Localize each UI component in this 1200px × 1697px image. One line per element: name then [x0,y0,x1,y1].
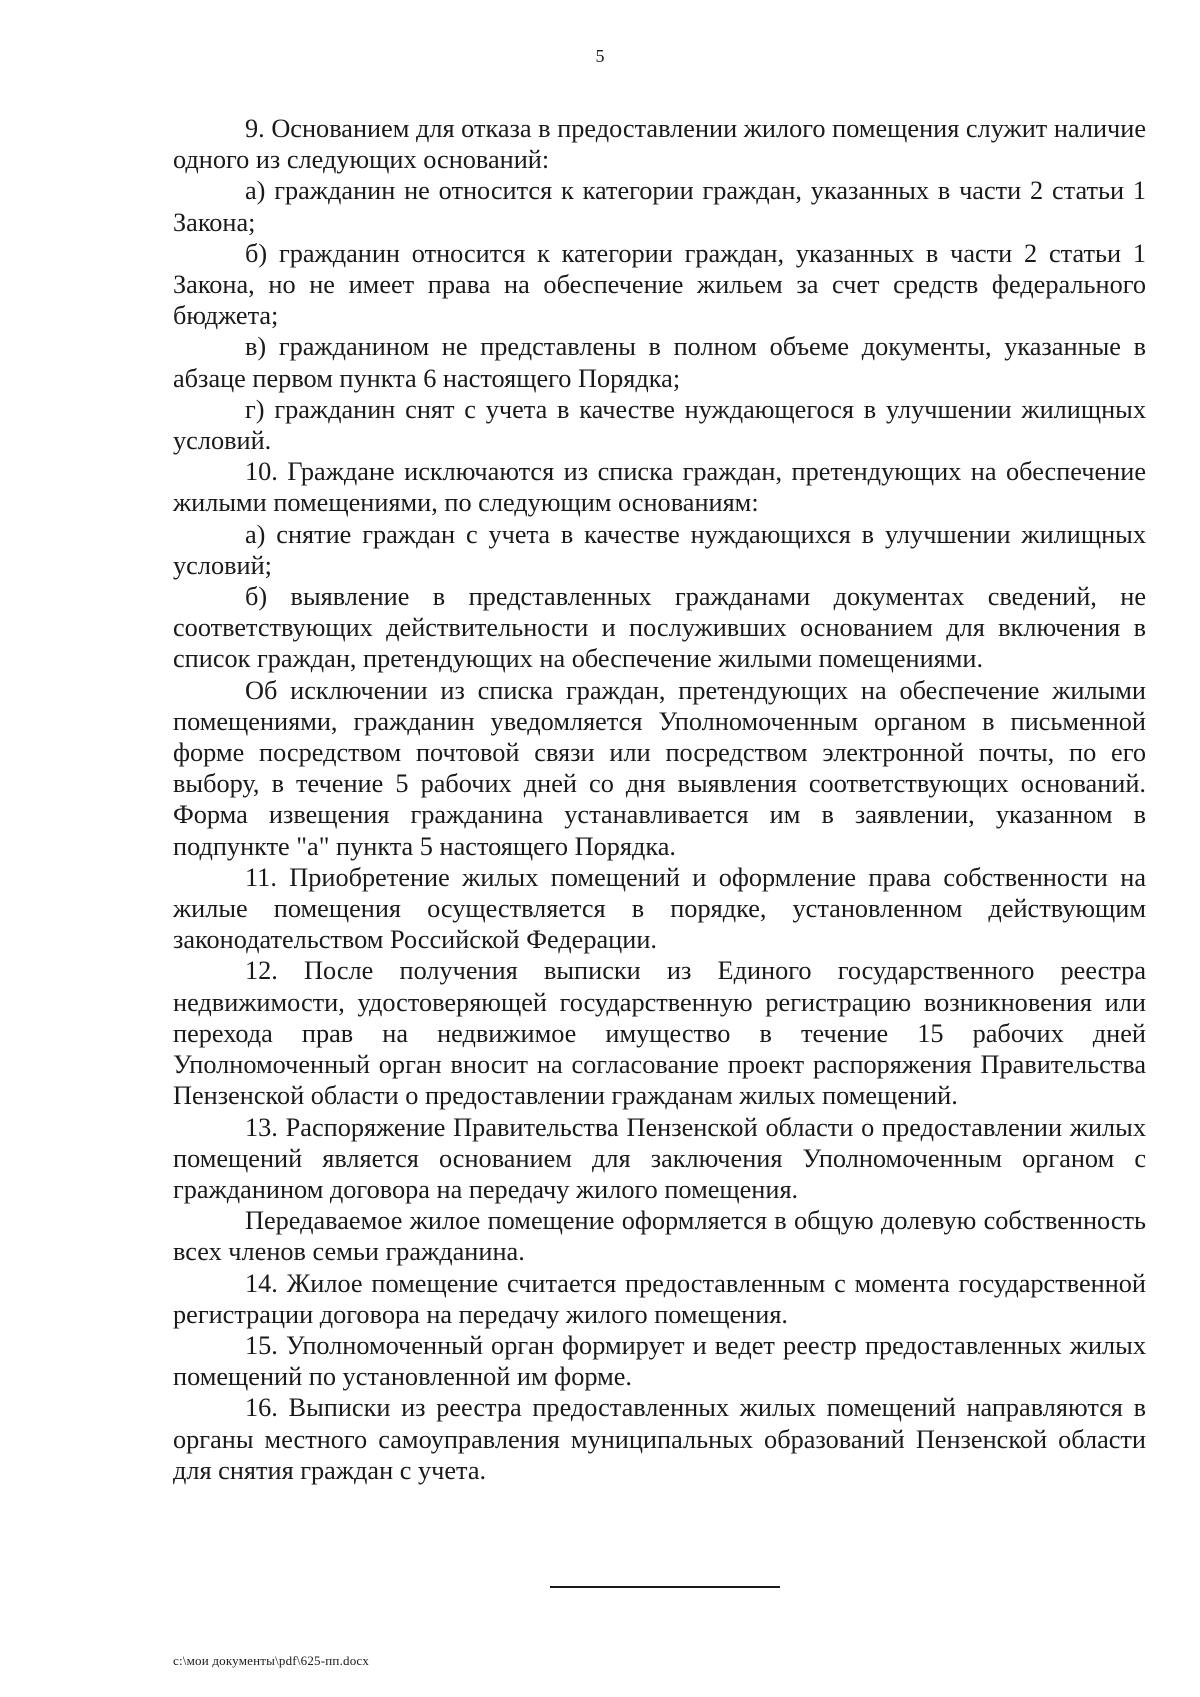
document-body [173,113,1146,1486]
paragraph-10-notice: Об исключении из списка граждан, претендующих на обеспечение жилыми помещениями, гражданин уведомляется Уполномоченным органом в письменной форме посредством почтовой связи или посредством электронной почты, по его выбору, в течение 5 рабочих дней со дня выявления соответствующих оснований. Форма извещения гражданина устанавливается им в заявлении, указанном в подпункте "а" пункта 5 настоящего Порядка. [173,675,1146,861]
paragraph-9: 9. Основанием для отказа в предоставлении жилого помещения служит наличие одного из следующих оснований: [173,114,1146,175]
paragraph-13-ownership: Передаваемое жилое помещение оформляется в общую долевую собственность всех членов семьи гражданина. [173,1206,1146,1267]
paragraph-14: 14. Жилое помещение считается предоставленным с момента государственной регистрации договора на передачу жилого помещения. [173,1268,1146,1329]
paragraph-11: 11. Приобретение жилых помещений и оформление права собственности на жилые помещения осуществляется в порядке, установленном действующим законодательством Российской Федерации. [173,862,1146,955]
paragraph-9b: б) гражданин относится к категории граждан, указанных в части 2 статьи 1 Закона, но не имеет права на обеспечение жильем за счет средств федерального бюджета; [173,238,1146,331]
paragraph-13: 13. Распоряжение Правительства Пензенской области о предоставлении жилых помещений является основанием для заключения Уполномоченным органом с гражданином договора на передачу жилого помещения. [173,1112,1146,1204]
paragraph-10a: а) снятие граждан с учета в качестве нуждающихся в улучшении жилищных условий; [173,519,1146,580]
paragraph-12: 12. После получения выписки из Единого государственного реестра недвижимости, удостоверяющей государственную регистрацию возникновения или перехода прав на недвижимое имущество в течение 15 рабочих дней Уполномоченный орган вносит на согласование проект распоряжения Правительства Пензенской области о предоставлении гражданам жилых помещений. [173,956,1146,1111]
page-number: 5 [595,46,605,66]
paragraph-16: 16. Выписки из реестра предоставленных жилых помещений направляются в органы местного самоуправления муниципальных образований Пензенской области для снятия граждан с учета. [173,1393,1146,1485]
paragraph-9v: в) гражданином не представлены в полном объеме документы, указанные в абзаце первом пункта 6 настоящего Порядка; [173,332,1146,393]
paragraph-9g: г) гражданин снят с учета в качестве нуждающегося в улучшении жилищных условий. [173,394,1146,456]
end-separator-line [550,1586,780,1588]
paragraph-9a: а) гражданин не относится к категории граждан, указанных в части 2 статьи 1 Закона; [173,176,1146,237]
paragraph-15: 15. Уполномоченный орган формирует и ведет реестр предоставленных жилых помещений по установленной им форме. [173,1330,1146,1392]
footer-file-path: c:\мои документы\pdf\625-пп.docx [173,1653,370,1668]
paragraph-10b: б) выявление в представленных гражданами документах сведений, не соответствующих действительности и послуживших основанием для включения в список граждан, претендующих на обеспечение жилыми помещениями. [173,582,1146,674]
paragraph-10: 10. Граждане исключаются из списка граждан, претендующих на обеспечение жилыми помещениями, по следующим основаниям: [173,457,1146,518]
